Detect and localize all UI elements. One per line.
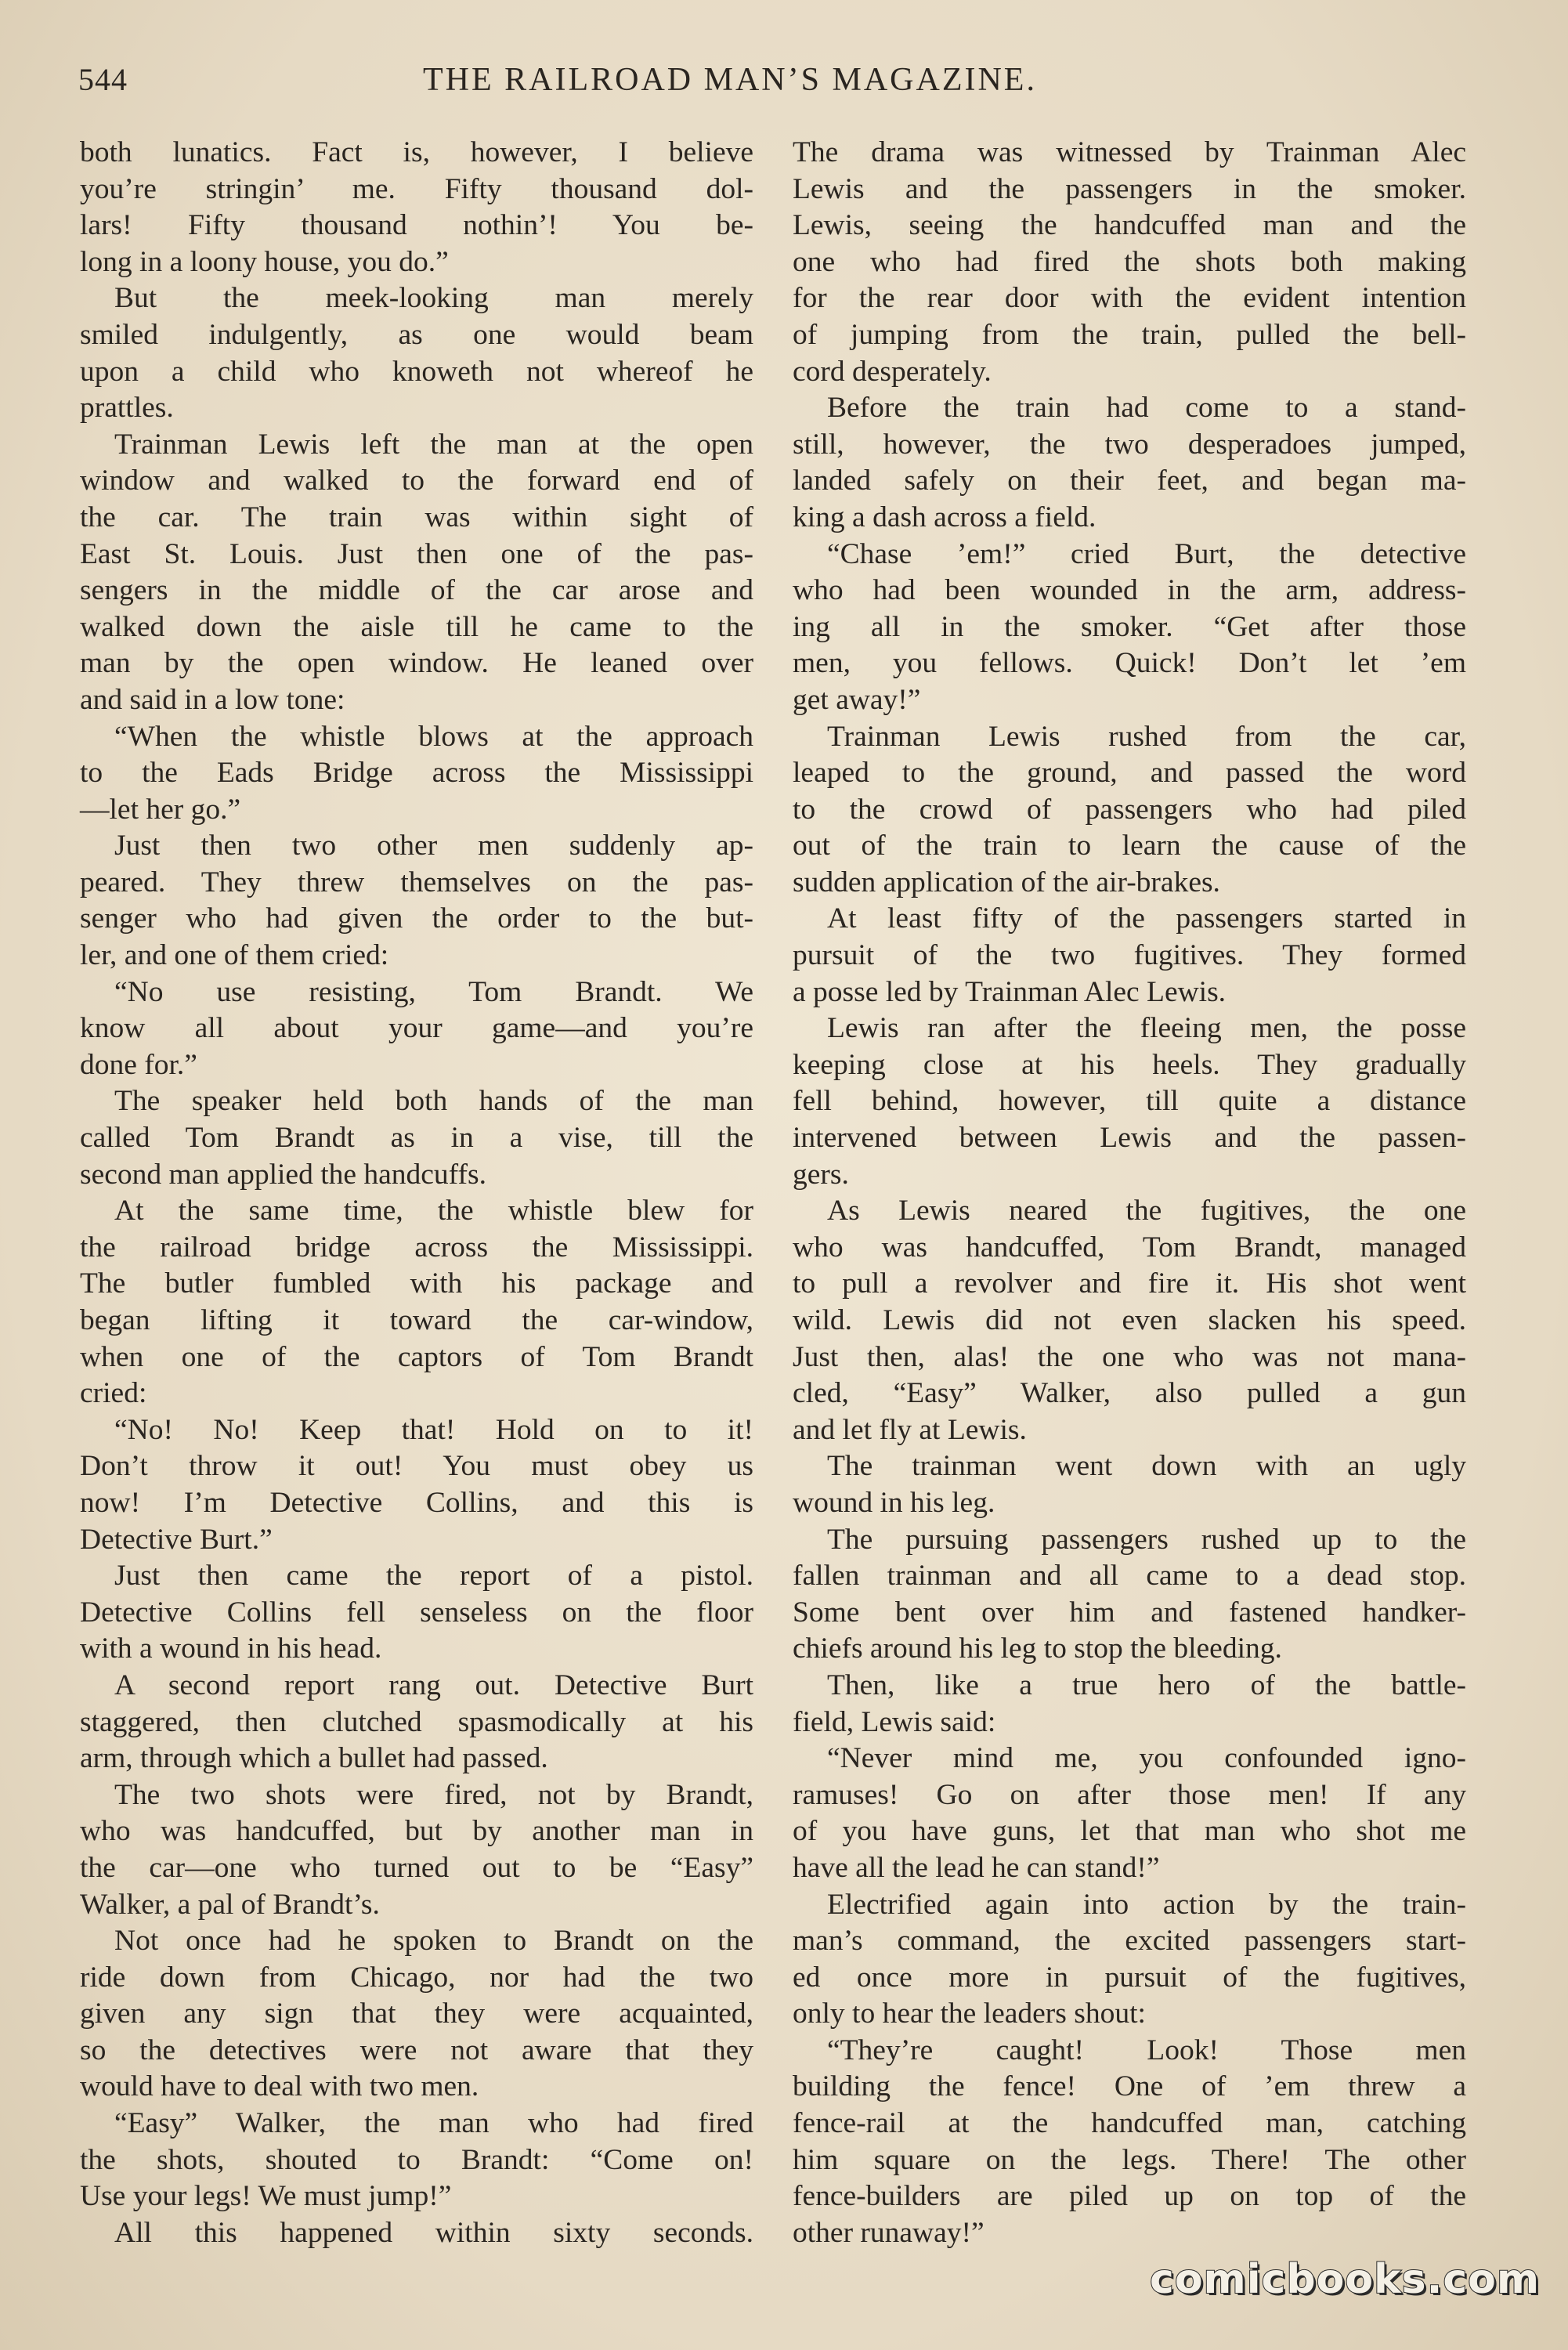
- text-line: “Easy” Walker, the man who had fired: [114, 2107, 753, 2140]
- text-line: The drama was witnessed by Trainman Alec: [793, 136, 1466, 168]
- text-line: The speaker held both hands of the man: [114, 1085, 753, 1118]
- text-line: only to hear the leaders shout:: [793, 1998, 1146, 2030]
- text-line: lars! Fifty thousand nothin’! You be-: [80, 209, 753, 242]
- text-line: Before the train had come to a stand-: [827, 392, 1466, 425]
- text-line: Just then, alas! the one who was not mana-: [793, 1340, 1466, 1373]
- text-line: ed once more in pursuit of the fugitives,: [793, 1961, 1466, 1994]
- text-line: The two shots were fired, not by Brandt,: [114, 1778, 753, 1811]
- text-line: out of the train to learn the cause of the: [793, 830, 1466, 862]
- text-line: fell behind, however, till quite a distance: [793, 1085, 1466, 1118]
- text-line: men, you fellows. Quick! Don’t let ’em: [793, 647, 1466, 680]
- text-line: have all the lead he can stand!”: [793, 1851, 1160, 1884]
- text-line: a posse led by Trainman Alec Lewis.: [793, 975, 1227, 1008]
- text-line: “Never mind me, you confounded igno-: [827, 1742, 1466, 1775]
- text-line: pursuit of the two fugitives. They formed: [793, 939, 1466, 972]
- text-line: ride down from Chicago, nor had the two: [80, 1961, 753, 1994]
- text-line: Lewis and the passengers in the smoker.: [793, 172, 1466, 205]
- text-line: “Chase ’em!” cried Burt, the detective: [827, 537, 1466, 570]
- text-line: As Lewis neared the fugitives, the one: [827, 1195, 1466, 1227]
- text-line: arm, through which a bullet had passed.: [80, 1742, 548, 1775]
- text-line: when one of the captors of Tom Brandt: [80, 1340, 753, 1373]
- text-line: wild. Lewis did not even slacken his speed.: [793, 1304, 1466, 1336]
- text-line: began lifting it toward the car-window,: [80, 1304, 753, 1336]
- text-line: him square on the legs. There! The other: [793, 2143, 1466, 2176]
- text-line: Trainman Lewis left the man at the open: [114, 428, 753, 461]
- text-column-left: [80, 135, 753, 2251]
- text-line: who was handcuffed, Tom Brandt, managed: [793, 1231, 1466, 1264]
- text-line: Not once had he spoken to Brandt on the: [114, 1925, 753, 1958]
- text-line: who was handcuffed, but by another man in: [80, 1815, 753, 1848]
- text-line: sudden application of the air-brakes.: [793, 866, 1220, 898]
- text-line: now! I’m Detective Collins, and this is: [80, 1486, 753, 1519]
- text-line: would have to deal with two men.: [80, 2070, 479, 2103]
- text-line: the car. The train was within sight of: [80, 501, 753, 533]
- text-line: the car—one who turned out to be “Easy”: [80, 1851, 753, 1884]
- text-line: But the meek-looking man merely: [114, 282, 753, 315]
- text-line: to the Eads Bridge across the Mississippi: [80, 757, 753, 790]
- text-line: —let her go.”: [80, 793, 241, 826]
- text-line: with a wound in his head.: [80, 1632, 382, 1665]
- text-line: “They’re caught! Look! Those men: [827, 2034, 1466, 2066]
- text-line: upon a child who knoweth not whereof he: [80, 355, 753, 388]
- text-line: Use your legs! We must jump!”: [80, 2180, 452, 2213]
- text-line: A second report rang out. Detective Burt: [114, 1668, 753, 1701]
- text-line: Just then came the report of a pistol.: [114, 1560, 753, 1593]
- text-line: both lunatics. Fact is, however, I believe: [80, 136, 753, 168]
- text-line: ing all in the smoker. “Get after those: [793, 610, 1466, 643]
- text-line: for the rear door with the evident intention: [793, 282, 1466, 315]
- text-line: senger who had given the order to the but-: [80, 902, 753, 935]
- text-line: The butler fumbled with his package and: [80, 1267, 753, 1300]
- text-line: The pursuing passengers rushed up to the: [827, 1523, 1466, 1556]
- text-line: cried:: [80, 1377, 147, 1410]
- text-line: Detective Burt.”: [80, 1523, 273, 1556]
- text-line: smiled indulgently, as one would beam: [80, 318, 753, 351]
- text-column-right: [793, 135, 1466, 2251]
- running-title: THE RAILROAD MAN’S MAGAZINE.: [423, 62, 1037, 98]
- page-header: [78, 53, 1512, 108]
- text-line: Lewis ran after the fleeing men, the posse: [827, 1012, 1466, 1045]
- text-line: gers.: [793, 1158, 849, 1191]
- page-number: 544: [78, 62, 128, 97]
- text-line: still, however, the two desperadoes jumped,: [793, 428, 1466, 461]
- text-line: Walker, a pal of Brandt’s.: [80, 1888, 380, 1921]
- text-line: “No! No! Keep that! Hold on to it!: [114, 1413, 753, 1446]
- text-line: building the fence! One of ’em threw a: [793, 2070, 1466, 2103]
- text-line: and let fly at Lewis.: [793, 1413, 1027, 1446]
- text-line: peared. They threw themselves on the pas-: [80, 866, 753, 898]
- text-line: walked down the aisle till he came to the: [80, 610, 753, 643]
- text-line: you’re stringin’ me. Fifty thousand dol-: [80, 172, 753, 205]
- text-line: so the detectives were not aware that they: [80, 2034, 753, 2066]
- text-line: prattles.: [80, 392, 174, 425]
- text-line: fence-builders are piled up on top of the: [793, 2180, 1466, 2213]
- text-line: and said in a low tone:: [80, 683, 345, 716]
- text-line: intervened between Lewis and the passen-: [793, 1122, 1466, 1155]
- text-line: chiefs around his leg to stop the bleeding.: [793, 1632, 1282, 1665]
- text-line: of you have guns, let that man who shot me: [793, 1815, 1466, 1848]
- text-line: other runaway!”: [793, 2216, 985, 2249]
- text-line: “When the whistle blows at the approach: [114, 720, 753, 753]
- text-line: fallen trainman and all came to a dead stop.: [793, 1560, 1466, 1593]
- text-line: done for.”: [80, 1048, 197, 1081]
- text-line: Electrified again into action by the train-: [827, 1888, 1466, 1921]
- text-line: of jumping from the train, pulled the bell-: [793, 318, 1466, 351]
- text-line: At least fifty of the passengers started in: [827, 902, 1466, 935]
- text-line: leaped to the ground, and passed the word: [793, 757, 1466, 790]
- text-line: Don’t throw it out! You must obey us: [80, 1450, 753, 1483]
- text-line: staggered, then clutched spasmodically at his: [80, 1705, 753, 1738]
- text-line: Then, like a true hero of the battle-: [827, 1668, 1466, 1701]
- text-line: “No use resisting, Tom Brandt. We: [114, 975, 753, 1008]
- text-line: cord desperately.: [793, 355, 992, 388]
- text-line: field, Lewis said:: [793, 1705, 996, 1738]
- text-line: Lewis, seeing the handcuffed man and the: [793, 209, 1466, 242]
- text-line: know all about your game—and you’re: [80, 1012, 753, 1045]
- text-line: fence-rail at the handcuffed man, catching: [793, 2107, 1466, 2140]
- text-line: ramuses! Go on after those men! If any: [793, 1778, 1466, 1811]
- text-line: get away!”: [793, 683, 921, 716]
- text-line: long in a loony house, you do.”: [80, 245, 449, 278]
- text-line: ler, and one of them cried:: [80, 939, 389, 972]
- site-watermark: comicbooks.com: [1150, 2256, 1541, 2303]
- text-line: window and walked to the forward end of: [80, 465, 753, 497]
- text-line: East St. Louis. Just then one of the pas-: [80, 537, 753, 570]
- text-line: man’s command, the excited passengers start-: [793, 1925, 1466, 1958]
- text-line: king a dash across a field.: [793, 501, 1097, 533]
- text-line: one who had fired the shots both making: [793, 245, 1466, 278]
- text-line: Just then two other men suddenly ap-: [114, 830, 753, 862]
- text-line: wound in his leg.: [793, 1486, 995, 1519]
- text-line: The trainman went down with an ugly: [827, 1450, 1466, 1483]
- text-line: All this happened within sixty seconds.: [114, 2216, 753, 2249]
- text-line: landed safely on their feet, and began ma-: [793, 465, 1466, 497]
- text-line: given any sign that they were acquainted,: [80, 1998, 753, 2030]
- text-line: At the same time, the whistle blew for: [114, 1195, 753, 1227]
- text-line: second man applied the handcuffs.: [80, 1158, 486, 1191]
- text-line: cled, “Easy” Walker, also pulled a gun: [793, 1377, 1466, 1410]
- text-line: Trainman Lewis rushed from the car,: [827, 720, 1466, 753]
- text-line: to the crowd of passengers who had piled: [793, 793, 1466, 826]
- text-line: Some bent over him and fastened handker-: [793, 1596, 1466, 1629]
- text-line: the railroad bridge across the Mississippi.: [80, 1231, 753, 1264]
- text-line: the shots, shouted to Brandt: “Come on!: [80, 2143, 753, 2176]
- text-line: keeping close at his heels. They gradually: [793, 1048, 1466, 1081]
- text-line: man by the open window. He leaned over: [80, 647, 753, 680]
- text-line: sengers in the middle of the car arose and: [80, 574, 753, 607]
- text-line: to pull a revolver and fire it. His shot went: [793, 1267, 1466, 1300]
- text-line: who had been wounded in the arm, address-: [793, 574, 1466, 607]
- text-line: called Tom Brandt as in a vise, till the: [80, 1122, 753, 1155]
- text-line: Detective Collins fell senseless on the floor: [80, 1596, 753, 1629]
